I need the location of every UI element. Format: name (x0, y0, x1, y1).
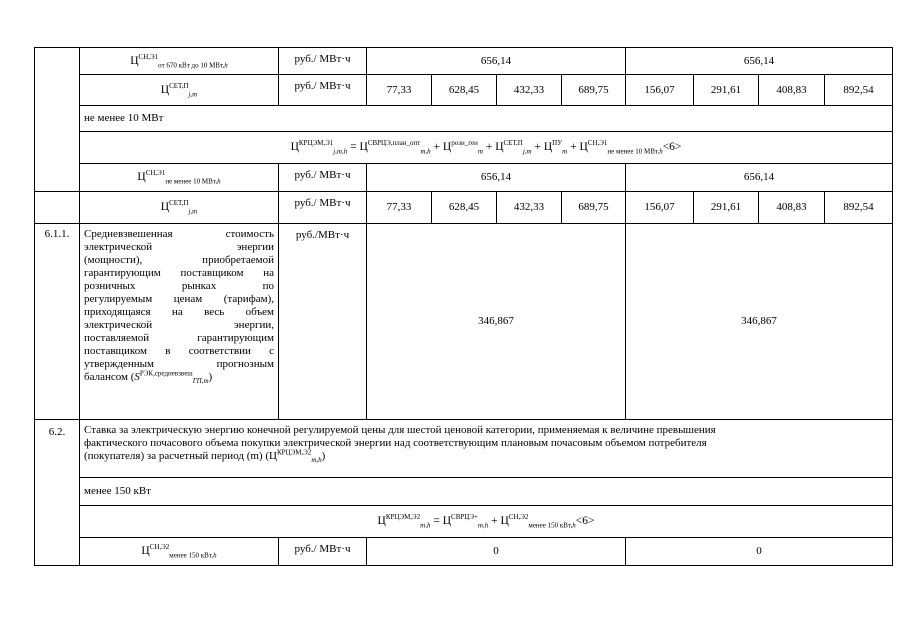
symbol-cell: $Ц^{СЕТ,П}_{j,m}$ (80, 192, 279, 224)
row-number-cell: 6.1.1. (35, 224, 80, 420)
value-cell: 689,75 (562, 75, 626, 106)
formula-cell: $Ц^{КРЦЭМ,Э1}_{j,m,h} = Ц^{СВРЦЭ,план\_опт}_{m,h} + Ц^{розн\_ген}_m + Ц^{СЕТ,П}_{j,m} + Ц^{ПУ}_m + Ц^{СН,Э1}_{не менее 10 МВт,h}<6>$ (80, 132, 893, 164)
unit-cell: руб./МВт·ч (279, 224, 367, 420)
table-row (35, 538, 893, 566)
row-number-cell (35, 192, 80, 224)
symbol-cell: $Ц^{СН,Э2}_{менее 150 кВт,h}$ (80, 538, 279, 566)
table-row (35, 48, 893, 75)
desc-line: (мощности), приобретаемой (84, 254, 274, 266)
value-cell: 346,867 (367, 224, 626, 420)
section-description-cell (80, 420, 893, 478)
unit-cell: руб./ МВт·ч (279, 75, 367, 106)
table-row (35, 478, 893, 506)
value-cell: 291,61 (694, 75, 759, 106)
description-cell (80, 224, 279, 420)
table-row (35, 75, 893, 106)
value-cell: 0 (367, 538, 626, 566)
unit-cell: руб./ МВт·ч (279, 192, 367, 224)
table-row (35, 164, 893, 192)
desc-line: Средневзвешенная стоимость (84, 228, 274, 240)
value-cell: 628,45 (432, 192, 497, 224)
value-cell: 892,54 (825, 75, 893, 106)
value-cell: 346,867 (626, 224, 893, 420)
desc-line: фактического почасового объема покупки электрической энергии над соответствующим плановым почасовым объемом потребителя (84, 437, 707, 449)
table-row (35, 192, 893, 224)
desc-line: приходящаяся на весь объем (84, 306, 274, 318)
value-cell: 656,14 (367, 164, 626, 192)
desc-line: розничных рынках по (84, 280, 274, 292)
table-row (35, 224, 893, 420)
value-cell: 291,61 (694, 192, 759, 224)
value-cell: 77,33 (367, 75, 432, 106)
value-cell: 0 (626, 538, 893, 566)
table-row (35, 420, 893, 478)
value-cell: 689,75 (562, 192, 626, 224)
unit-cell: руб./ МВт·ч (279, 538, 367, 566)
value-cell: 156,07 (626, 192, 694, 224)
value-cell: 628,45 (432, 75, 497, 106)
desc-line: электрической энергии (84, 241, 274, 253)
value-cell: 656,14 (626, 48, 893, 75)
table-row (35, 106, 893, 132)
unit-cell: руб./ МВт·ч (279, 48, 367, 75)
symbol-cell: $Ц^{СН,Э1}_{от 670 кВт до 10 МВт,h}$ (80, 48, 279, 75)
tariff-table (34, 47, 893, 566)
desc-line: поставщиком в соответствии с (84, 345, 274, 357)
desc-line: (покупателя) за расчетный период (m) $(Ц^{КРЦЭМ,Э2}_{m,h})$ (84, 448, 326, 465)
table-row (35, 132, 893, 164)
value-cell: 156,07 (626, 75, 694, 106)
symbol-cell: $Ц^{СЕТ,П}_{j,m}$ (80, 75, 279, 106)
row-number-cell (35, 48, 80, 192)
value-cell: 77,33 (367, 192, 432, 224)
desc-line: регулируемым ценам (тарифам), (84, 293, 274, 305)
value-cell: 892,54 (825, 192, 893, 224)
desc-line: гарантирующим поставщиком на (84, 267, 274, 279)
desc-line: балансом $(S^{РЭК,средневзвеш}_{ГП,m})$ (84, 369, 213, 386)
subheading-cell: менее 150 кВт (80, 478, 893, 506)
value-cell: 656,14 (626, 164, 893, 192)
desc-line: утвержденным прогнозным (84, 358, 274, 370)
desc-line: поставляемой гарантирующим (84, 332, 274, 344)
value-cell: 408,83 (759, 75, 825, 106)
subheading-cell: не менее 10 МВт (80, 106, 893, 132)
value-cell: 408,83 (759, 192, 825, 224)
formula-cell: $Ц^{КРЦЭМ,Э2}_{m,h} = Ц^{СВРЦЭ+}_{m,h} + Ц^{СН,Э2}_{менее 150 кВт,h}<6>$ (80, 506, 893, 538)
value-cell: 656,14 (367, 48, 626, 75)
value-cell: 432,33 (497, 192, 562, 224)
row-number-cell: 6.2. (35, 420, 80, 566)
symbol-cell: $Ц^{СН,Э1}_{не менее 10 МВт,h}$ (80, 164, 279, 192)
table-row (35, 506, 893, 538)
unit-cell: руб./ МВт·ч (279, 164, 367, 192)
desc-line: электрической энергии, (84, 319, 274, 331)
value-cell: 432,33 (497, 75, 562, 106)
desc-line: Ставка за электрическую энергию конечной регулируемой цены для шестой ценовой категории, применяемая к величине превышения (84, 424, 716, 436)
